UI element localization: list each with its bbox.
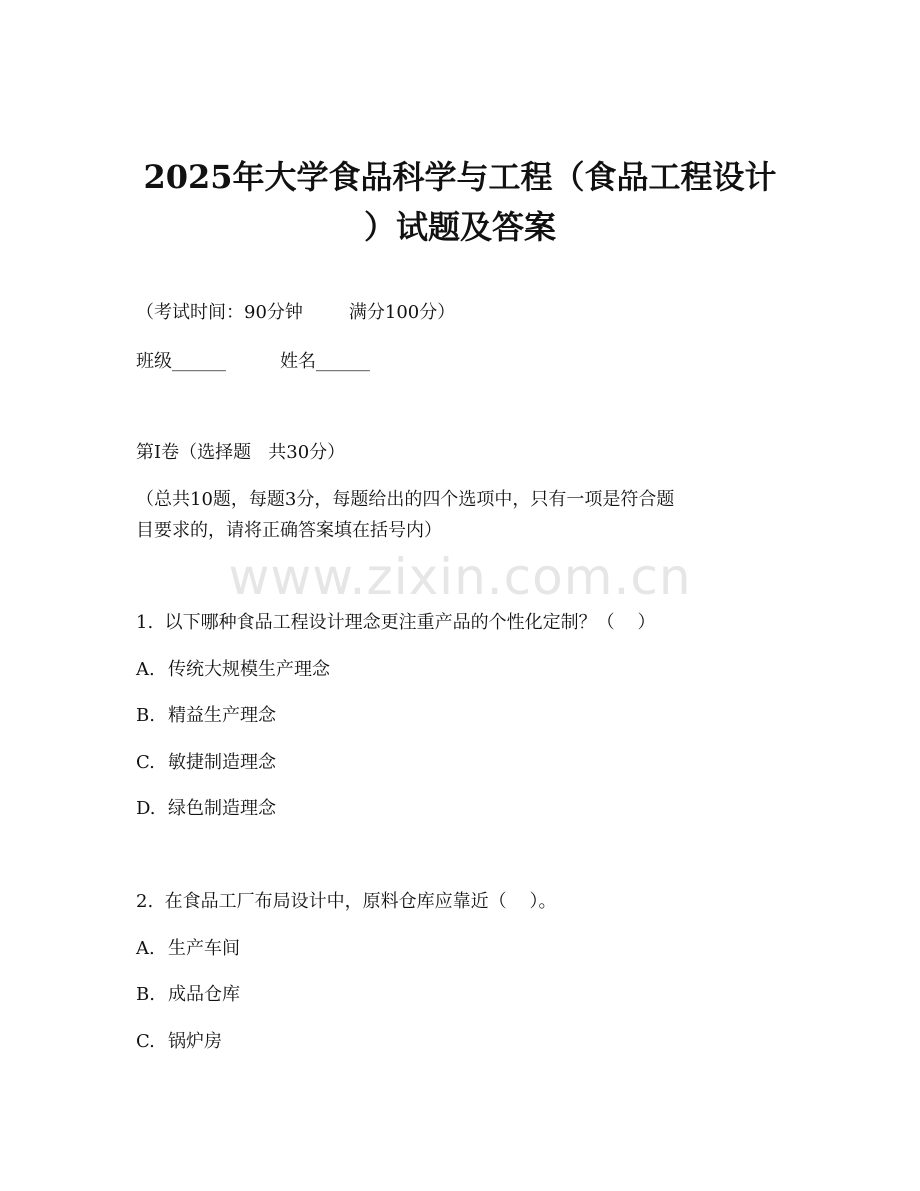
question-2-stem: 2. 在食品工厂布局设计中，原料仓库应靠近（ ）。 [136,891,557,912]
section-note-line1: （总共10题，每题3分，每题给出的四个选项中，只有一项是符合题 [136,489,675,510]
name-field: 姓名______ [280,351,370,372]
question-1-option-a: A. 传统大规模生产理念 [136,659,330,680]
question-1-stem: 1. 以下哪种食品工程设计理念更注重产品的个性化定制？（ ） [136,612,656,633]
question-2-option-c: C. 锅炉房 [136,1031,222,1052]
section-title: 第I卷（选择题 共30分） [136,442,346,463]
exam-time: （考试时间：90分钟 [136,302,303,323]
exam-info-line [136,300,455,326]
full-score: 满分100分） [348,302,456,323]
class-field: 班级______ [136,351,226,372]
student-info-line [136,349,370,375]
question-2-option-b: B. 成品仓库 [136,984,240,1005]
question-1-option-b: B. 精益生产理念 [136,705,276,726]
question-2-option-a: A. 生产车间 [136,938,240,959]
document-title-line2: ）试题及答案 [363,208,556,246]
section-note-line2: 目要求的，请将正确答案填在括号内） [136,520,442,541]
question-1-option-d: D. 绿色制造理念 [136,798,276,819]
document-title-line1: 2025年大学食品科学与工程（食品工程设计 [143,158,777,196]
question-1-option-c: C. 敏捷制造理念 [136,752,276,773]
watermark: www.zixin.com.cn [228,548,692,606]
